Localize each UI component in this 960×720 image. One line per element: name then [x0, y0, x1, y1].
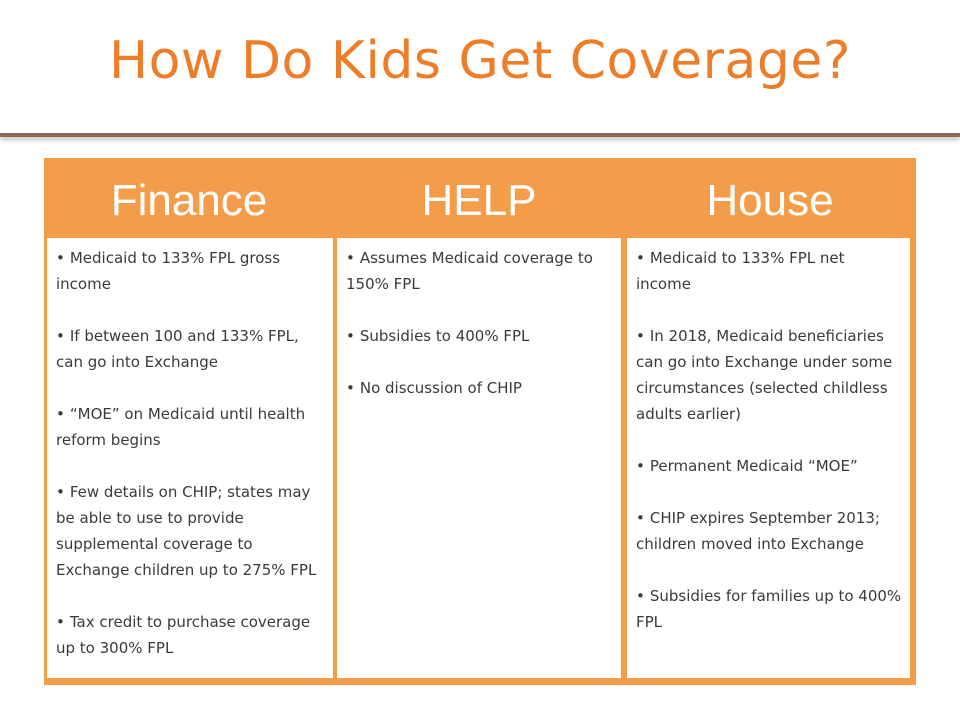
bullet-text: Assumes Medicaid coverage to 150% FPL — [346, 249, 593, 293]
title-divider — [0, 133, 960, 137]
bullet-text: If between 100 and 133% FPL, can go into Exchange — [56, 327, 299, 371]
bullet-text: In 2018, Medicaid beneficiaries can go into Exchange under some circumstances (selected childless adults earlier) — [636, 327, 893, 423]
column-finance — [47, 238, 333, 678]
bullet-text: Medicaid to 133% FPL gross income — [56, 249, 281, 293]
bullet-text: “MOE” on Medicaid until health reform begins — [56, 405, 306, 449]
list-item: • Subsidies for families up to 400% FPL — [636, 587, 902, 631]
bullet-text: Few details on CHIP; states may be able to use to provide supplemental coverage to Exchange children up to 275% FPL — [56, 483, 317, 579]
list-item: • Medicaid to 133% FPL gross income — [56, 249, 281, 293]
bullet-text: Subsidies for families up to 400% FPL — [636, 587, 902, 631]
list-item: • In 2018, Medicaid beneficiaries can go into Exchange under some circumstances (selected childless adults earlier) — [636, 327, 893, 423]
list-item: • No discussion of CHIP — [346, 379, 522, 397]
column-header-finance: Finance — [110, 176, 268, 225]
column-help — [337, 238, 621, 678]
list-item: • CHIP expires September 2013; children moved into Exchange — [636, 509, 880, 553]
bullet-text: CHIP expires September 2013; children moved into Exchange — [636, 509, 880, 553]
list-item: • Assumes Medicaid coverage to 150% FPL — [346, 249, 593, 293]
list-item: • Few details on CHIP; states may be able to use to provide supplemental coverage to Exchange children up to 275% FPL — [56, 483, 317, 579]
list-item: • “MOE” on Medicaid until health reform begins — [56, 405, 306, 449]
column-header-house: House — [706, 176, 834, 225]
bullet-text: Tax credit to purchase coverage up to 300% FPL — [56, 613, 311, 657]
list-item: • Medicaid to 133% FPL net income — [636, 249, 845, 293]
comparison-table — [44, 158, 916, 685]
list-item: • Subsidies to 400% FPL — [346, 327, 530, 345]
page-title: How Do Kids Get Coverage? — [109, 31, 851, 91]
bullet-text: No discussion of CHIP — [359, 379, 522, 397]
list-item: • Tax credit to purchase coverage up to 300% FPL — [56, 613, 311, 657]
bullet-text: Permanent Medicaid “MOE” — [649, 457, 858, 475]
bullet-text: Subsidies to 400% FPL — [359, 327, 530, 345]
column-header-help: HELP — [421, 176, 537, 225]
list-item: • If between 100 and 133% FPL, can go into Exchange — [56, 327, 299, 371]
column-house — [627, 238, 910, 678]
header-row — [44, 158, 916, 238]
bullet-text: Medicaid to 133% FPL net income — [636, 249, 845, 293]
list-item: • Permanent Medicaid “MOE” — [636, 457, 858, 475]
